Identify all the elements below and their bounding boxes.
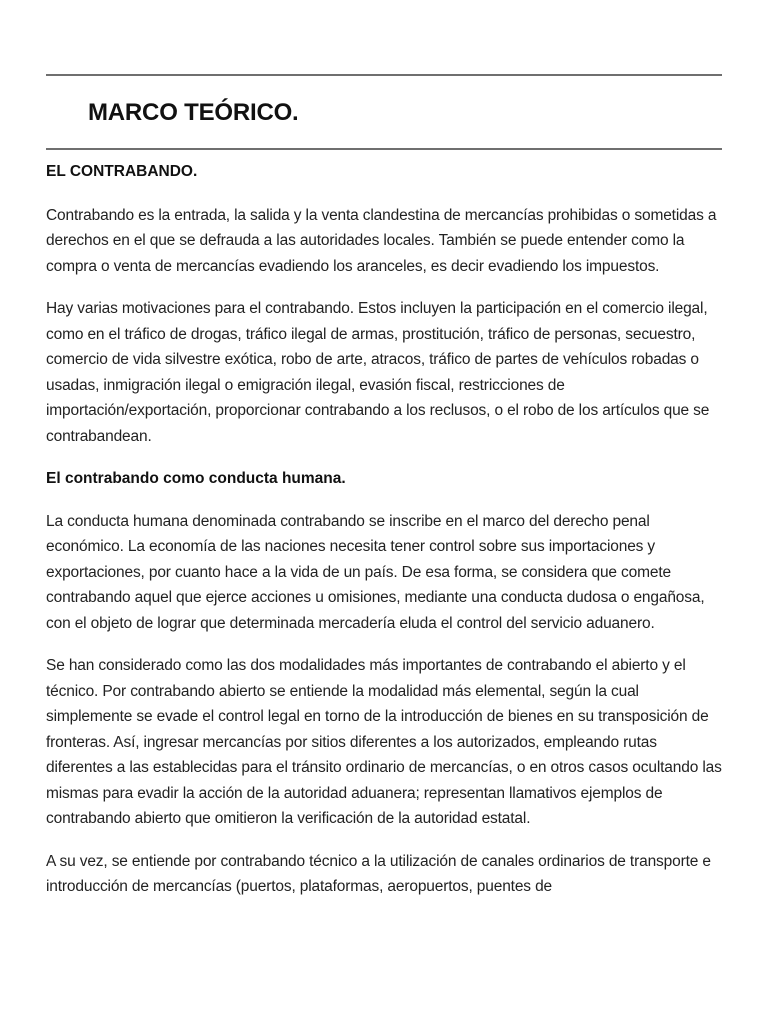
paragraph: La conducta humana denominada contrabando se inscribe en el marco del derecho penal económico. La economía de las naciones necesita tener control sobre sus importaciones y exportaciones, por cuanto hace a la vida de un país. De esa forma, se considera que comete contrabando aquel que ejerce acciones u omisiones, mediante una conducta dudosa o engañosa, con el objeto de lograr que determinada mercadería eluda el control del servicio aduanero. xyxy=(46,512,705,632)
paragraph: Hay varias motivaciones para el contrabando. Estos incluyen la participación en el comercio ilegal, como en el tráfico de drogas, tráfico ilegal de armas, prostitución, tráfico de personas, secuestro, comercio de vida silvestre exótica, robo de arte, atracos, tráfico de partes de vehículos robadas o usadas, inmigración ilegal o emigración ilegal, evasión fiscal, restricciones de importación/exportación, proporcionar contrabando a los reclusos, o el robo de los artículos que se contrabandean. xyxy=(46,300,710,445)
document-page xyxy=(46,0,722,917)
paragraph: Contrabando es la entrada, la salida y la venta clandestina de mercancías prohibidas o sometidas a derechos en el que se defrauda a las autoridades locales. También se puede entender como la compra o venta de mercancías evadiendo los aranceles, es decir evadiendo los impuestos. xyxy=(46,206,717,275)
page-title: MARCO TEÓRICO. xyxy=(88,99,299,126)
title-divider xyxy=(46,148,722,150)
section-heading-contrabando: EL CONTRABANDO. xyxy=(46,163,198,180)
top-divider xyxy=(46,74,722,76)
paragraph: Se han considerado como las dos modalidades más importantes de contrabando el abierto y el técnico. Por contrabando abierto se entiende la modalidad más elemental, según la cual simplemente se evade el control legal en torno de la introducción de bienes en su transposición de fronteras. Así, ingresar mercancías por sitios diferentes a los autorizados, empleando rutas diferentes a las establecidas para el tránsito ordinario de mercancías, o en otros casos ocultando las mismas para evadir la acción de la autoridad aduanera; representan llamativos ejemplos de contrabando abierto que omitieron la verificación de la autoridad estatal. xyxy=(46,657,722,827)
section-heading-conducta-humana: El contrabando como conducta humana. xyxy=(46,470,346,487)
paragraph: A su vez, se entiende por contrabando técnico a la utilización de canales ordinarios de transporte e introducción de mercancías (puertos, plataformas, aeropuertos, puentes de xyxy=(46,852,711,895)
